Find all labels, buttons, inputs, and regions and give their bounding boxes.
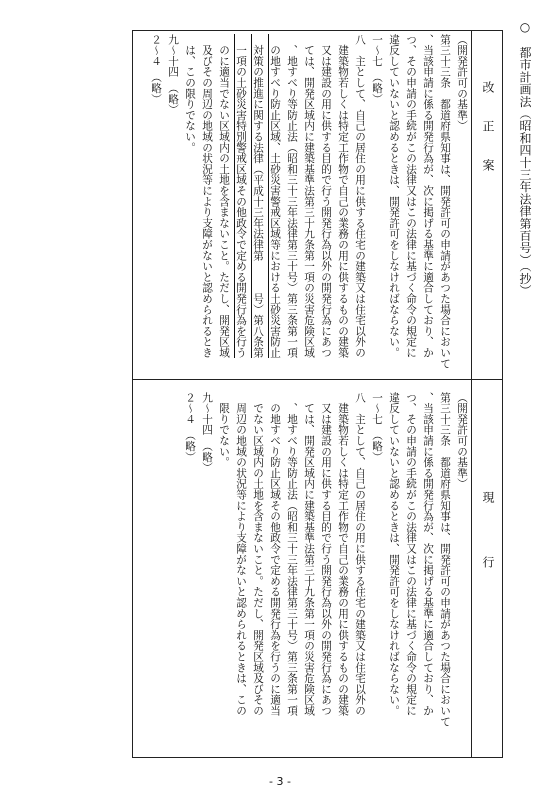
current-line: ２～４ （略） (184, 392, 196, 463)
revised-line: 違反していないと認めるときは、開発許可をしなければならない。 (388, 34, 400, 358)
revised-column-label: 改 正 案 (481, 81, 495, 172)
current-text (184, 392, 470, 742)
current-line: 第三十三条 都道府県知事は、開発許可の申請があつた場合において (439, 392, 451, 727)
revised-line: 九～十四 （略） (167, 34, 179, 116)
current-line: 一～七 （略） (371, 392, 383, 463)
revised-line: のに適当でない区域内の土地を含まないこと。ただし、開発区域 (218, 34, 230, 358)
current-line: つ、その申請の手続がこの法律又はこの法律に基づく命令の規定に (405, 392, 417, 716)
current-line: 、地すべり等防止法（昭和三十三年法律第三十号）第三条第一項 (286, 392, 298, 716)
current-line: ては、開発区域内に建築基準法第三十九条第一項の災害危険区域 (303, 392, 315, 716)
revised-line: つ、その申請の手続がこの法律又はこの法律に基づく命令の規定に (405, 34, 417, 358)
current-line: でない区域内の土地を含まないこと。ただし、開発区域及びその (252, 392, 264, 716)
revised-line: 又は建設の用に供する目的で行う開発行為以外の開発行為にあつ (320, 34, 332, 358)
current-line: 九～十四 （略） (201, 392, 213, 474)
current-line: 周辺の地域の状況等により支障がないと認められるときは、この (235, 392, 247, 716)
revised-line: 八 主として、自己の居住の用に供する住宅の建築又は住宅以外の (354, 34, 366, 358)
document-title: ○ 都市計画法（昭和四十三年法律第百号）（抄） (518, 20, 532, 297)
current-line: 、当該申請に係る開発行為が、次に掲げる基準に適合しており、か (422, 392, 434, 716)
revised-line-amended: 一項の土砂災害特別警戒区域その他政令で定める開発行為を行う (235, 34, 247, 358)
revised-text (150, 34, 470, 386)
revised-line: 及びその周辺の地域の状況等により支障がないと認められるとき (201, 34, 213, 358)
revised-line-amended: の地すべり防止区域、土砂災害警戒区域等における土砂災害防止 (269, 34, 281, 358)
current-line: の地すべり防止区域その他政令で定める開発行為を行うのに適当 (269, 392, 281, 716)
revised-heading: （開発許可の基準） (456, 34, 468, 132)
revised-line: ては、開発区域内に建築基準法第三十九条第一項の災害危険区域 (303, 34, 315, 358)
revised-line: は、この限りでない。 (184, 34, 196, 153)
current-line: 又は建設の用に供する目的で行う開発行為以外の開発行為にあつ (320, 392, 332, 716)
current-line: 限りでない。 (218, 392, 230, 468)
current-column-label: 現 行 (481, 491, 495, 569)
current-line: 建築物若しくは特定工作物で自己の業務の用に供するものの建築 (337, 392, 349, 716)
revised-line: 、当該申請に係る開発行為が、次に掲げる基準に適合しており、か (422, 34, 434, 358)
revised-line: ２～４ （略） (150, 34, 162, 105)
revised-line-amended: 対策の推進に関する法律（平成十三年法律第 号）第八条第 (252, 34, 264, 358)
revised-line: 一～七 （略） (371, 34, 383, 105)
current-line: 違反していないと認めるときは、開発許可をしなければならない。 (388, 392, 400, 716)
current-heading: （開発許可の基準） (456, 392, 468, 490)
label-column-divider (471, 31, 472, 757)
revised-line: 第三十三条 都道府県知事は、開発許可の申請があつた場合において (439, 34, 451, 369)
page-number: - 3 - (269, 775, 291, 788)
revised-line: 建築物若しくは特定工作物で自己の業務の用に供するものの建築 (337, 34, 349, 358)
current-line: 八 主として、自己の居住の用に供する住宅の建築又は住宅以外の (354, 392, 366, 716)
revised-line: 、地すべり等防止法（昭和三十三年法律第三十号）第三条第一項 (286, 34, 298, 358)
